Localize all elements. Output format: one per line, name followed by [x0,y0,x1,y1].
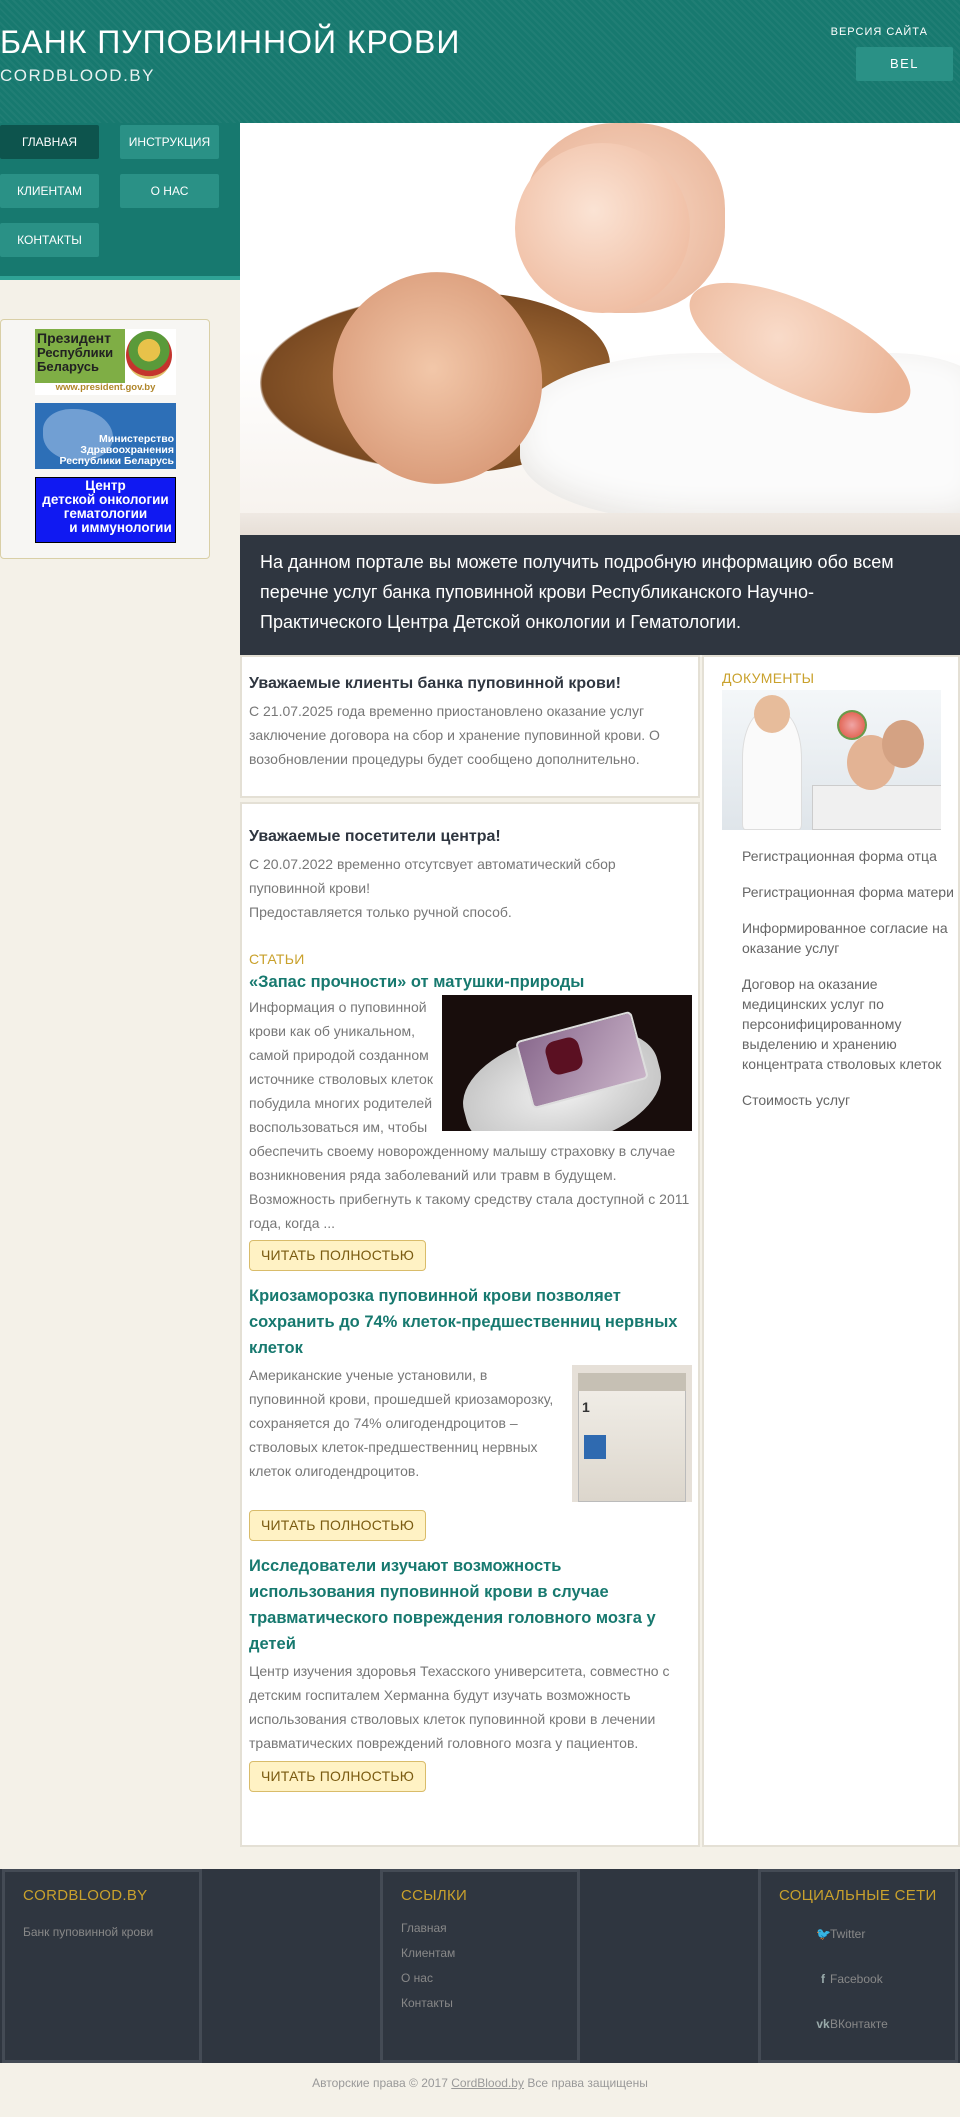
nav-main[interactable]: ГЛАВНАЯ [0,125,99,159]
cord-blood-bag-image [442,995,692,1131]
cryo-tank-image: 1 [572,1365,692,1502]
vk-icon: vk [816,2017,830,2031]
footer-link-main[interactable]: Главная [401,1921,447,1935]
article-2 [249,1283,692,1541]
doc-link-consent[interactable]: Информированное согласие на оказание услуг [742,920,948,956]
article-title[interactable]: Криозаморозка пуповинной крови позволяет сохранить до 74% клеток-предшественниц нервных клеток [249,1287,678,1357]
footer-link-contacts[interactable]: Контакты [401,1996,453,2010]
notice-visitors-text1: С 20.07.2022 временно отсутсвует автоматический сбор пуповинной крови! [249,856,616,896]
president-url: www.president.gov.by [55,382,156,393]
site-subtitle: CORDBLOOD.BY [0,66,155,85]
documents-label: ДОКУМЕНТЫ [722,670,815,686]
belarus-emblem-icon [126,331,172,379]
site-footer [0,1869,960,2063]
site-title: БАНК ПУПОВИННОЙ КРОВИ [0,24,461,60]
main-nav [0,123,240,280]
footer-site-title: CORDBLOOD.BY [23,1887,148,1904]
footer-link-about[interactable]: О нас [401,1971,433,1985]
documents-image-doctor-family [722,690,941,830]
footer-social-title: СОЦИАЛЬНЫЕ СЕТИ [779,1887,937,1904]
content-area [240,655,960,1847]
social-facebook[interactable]: f Facebook [816,1969,883,1989]
nav-instruction[interactable]: ИНСТРУКЦИЯ [120,125,219,159]
footer-site-text: Банк пуповинной крови [23,1925,154,1939]
facebook-icon: f [821,1972,825,1986]
doc-link-mother-form[interactable]: Регистрационная форма матери [742,884,954,900]
article-text: Информация о пуповинной крови как об уникальном, самой природой созданном источнике стволовых клеток побудила многих родителей воспользоваться им, чтобы обеспечить своему новорожденному малышу страховку в случае возникновения ряда заболеваний или травм в будущем. Возможность прибегнуть к такому средству стала доступной с 2011 года, когда ... [249,999,690,1231]
footer-link-clients[interactable]: Клиентам [401,1946,456,1960]
copyright: Авторские права © 2017 CordBlood.by Все права защищены [312,2076,648,2090]
article-text: Центр изучения здоровья Техасского университета, совместно с детским госпиталем Херманна будут изучать возможность использования стволовых клеток пуповинной крови в лечении травматических повреждений головного мозга у пациентов. [249,1663,670,1751]
article-text: Американские ученые установили, в пуповинной крови, прошедшей криозаморозку, сохраняется до 74% олигодендроцитов – стволовых клеток-предшественниц нервных клеток олигодендроцитов. [249,1367,554,1479]
footer-col-site [2,1869,202,2063]
notice-visitors [240,802,700,1847]
ministry-text: Министерство Здравоохранения Республики Беларусь [59,433,174,467]
bel-version-button[interactable]: BEL [856,47,953,81]
intro-banner: На данном портале вы можете получить подробную информацию обо всем перечне услуг банка пуповинной крови Республиканского Научно-Практического Центра Детской онкологии и Гематологии. [240,535,960,655]
doc-link-prices[interactable]: Стоимость услуг [742,1092,851,1108]
article-title[interactable]: Исследователи изучают возможность использования пуповинной крови в случае травматического повреждения головного мозга у детей [249,1557,656,1653]
notice-clients [240,655,700,798]
notice-clients-text: С 21.07.2025 года временно приостановлено оказание услуг заключение договора на сбор и хранение пуповинной крови. О возобновлении процедуры будет сообщено дополнительно. [249,703,660,767]
social-vkontakte[interactable]: vkВКонтакте [816,2014,888,2034]
footer-col-social [758,1869,958,2063]
read-more-button[interactable]: ЧИТАТЬ ПОЛНОСТЬЮ [249,1761,426,1792]
oncology-center-banner[interactable]: Центр детской онкологии гематологии и иммунологии [35,477,176,543]
articles-label: СТАТЬИ [249,951,305,967]
copyright-link[interactable]: CordBlood.by [451,2076,524,2090]
documents-sidebar [702,655,960,1847]
site-header [0,0,960,123]
nav-about[interactable]: О НАС [120,174,219,208]
twitter-icon: 🐦 [816,1927,831,1941]
article-1 [249,969,692,1271]
notice-visitors-text2: Предоставляется только ручной способ. [249,904,512,920]
nav-contacts[interactable]: КОНТАКТЫ [0,223,99,257]
hero-image-mother-baby [240,123,960,535]
read-more-button[interactable]: ЧИТАТЬ ПОЛНОСТЬЮ [249,1240,426,1271]
footer-col-links [380,1869,580,2063]
ministry-health-banner[interactable] [35,403,176,469]
version-label: ВЕРСИЯ САЙТА [830,26,928,38]
article-3 [249,1553,692,1792]
main-content [240,123,960,1847]
left-column [0,123,240,535]
read-more-button[interactable]: ЧИТАТЬ ПОЛНОСТЬЮ [249,1510,426,1541]
footer-links-title: ССЫЛКИ [401,1887,468,1904]
president-banner-text: Президент Республики Беларусь [35,329,125,383]
partner-banners [0,319,210,559]
doc-link-father-form[interactable]: Регистрационная форма отца [742,848,937,864]
doc-link-contract[interactable]: Договор на оказание медицинских услуг по персонифицированному выделению и хранению концентрата стволовых клеток [742,976,942,1072]
president-banner[interactable] [35,329,176,395]
social-twitter[interactable]: 🐦Twitter [816,1924,865,1944]
notice-clients-title: Уважаемые клиенты банка пуповинной крови! [249,675,621,692]
nav-clients[interactable]: КЛИЕНТАМ [0,174,99,208]
article-title[interactable]: «Запас прочности» от матушки-природы [249,973,585,991]
notice-visitors-title: Уважаемые посетители центра! [249,828,501,845]
